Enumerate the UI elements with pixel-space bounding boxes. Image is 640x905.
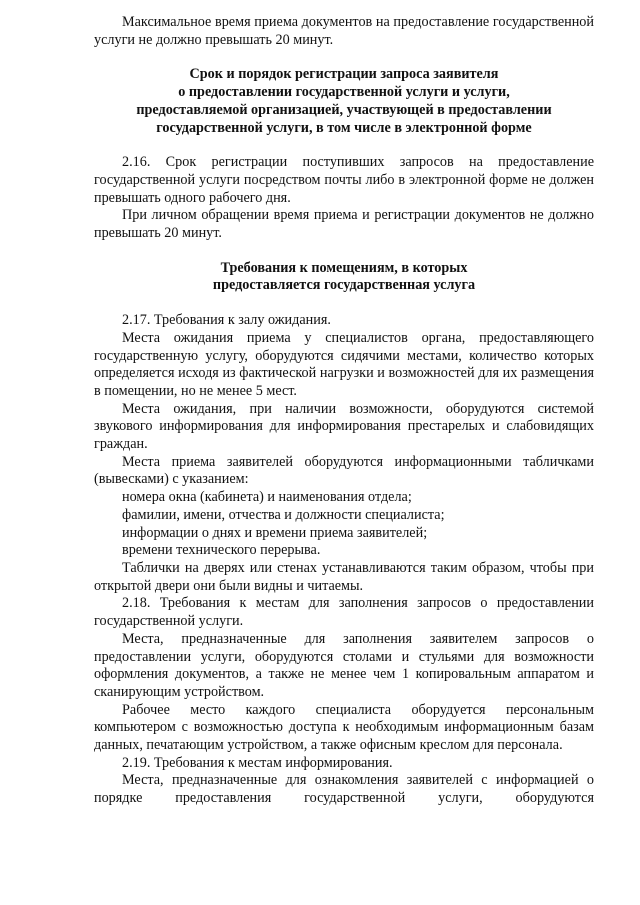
heading-line: предоставляемой организацией, участвующей в предоставлении <box>136 101 552 118</box>
document-page <box>94 14 594 808</box>
section-heading-registration <box>94 66 594 137</box>
list-item: информации о днях и времени приема заявителей; <box>122 524 428 541</box>
paragraph-2-18: 2.18. Требования к местам для заполнения запросов о предоставлении государственной услуги. <box>94 595 594 630</box>
paragraph-waiting-places: Места ожидания приема у специалистов органа, предоставляющего государственную услугу, оборудуются сидячими местами, количество которых определяется исходя из фактической нагрузки и возможностей для их размещения в помещении, но не менее 5 мест. <box>94 329 594 399</box>
paragraph-2-19: 2.19. Требования к местам информирования. <box>122 754 393 771</box>
paragraph-tables-chairs: Места, предназначенные для заполнения заявителем запросов о предоставлении услуги, оборудуются столами и стульями для возможности оформления документов, а также не менее чем 1 копировальным аппаратом и сканирующим устройством. <box>94 630 594 700</box>
heading-line: Требования к помещениям, в которых <box>220 259 468 276</box>
paragraph-info-signs: Места приема заявителей оборудуются информационными табличками (вывесками) с указанием: <box>94 453 594 488</box>
intro-paragraph: Максимальное время приема документов на предоставление государственной услуги не должно превышать 20 минут. <box>94 14 594 48</box>
heading-line: предоставляется государственная услуга <box>212 277 476 294</box>
paragraph-info-places: Места, предназначенные для ознакомления заявителей с информацией о порядке предоставления государственной услуги, оборудуются <box>94 772 594 807</box>
paragraph-2-17: 2.17. Требования к залу ожидания. <box>122 312 331 329</box>
section-heading-premises <box>94 260 594 295</box>
list-item: номера окна (кабинета) и наименования отдела; <box>122 489 412 506</box>
list-item: времени технического перерыва. <box>122 542 321 559</box>
heading-line: Срок и порядок регистрации запроса заявителя <box>189 66 499 83</box>
paragraph-sound-system: Места ожидания, при наличии возможности, оборудуются системой звукового информирования для информирования престарелых и слабовидящих граждан. <box>94 400 594 453</box>
list-item: фамилии, имени, отчества и должности специалиста; <box>122 506 445 523</box>
heading-line: о предоставлении государственной услуги и услуги, <box>178 84 510 101</box>
paragraph-personal-visit: При личном обращении время приема и регистрации документов не должно превышать 20 минут. <box>94 207 594 242</box>
paragraph-door-signs: Таблички на дверях или стенах устанавливаются таким образом, чтобы при открытой двери они были видны и читаемы. <box>94 559 594 594</box>
heading-line: государственной услуги, в том числе в электронной форме <box>156 119 532 136</box>
paragraph-workplace: Рабочее место каждого специалиста оборудуется персональным компьютером с возможностью доступа к необходимым информационным базам данных, печатающим устройством, а также офисным креслом для персонала. <box>94 701 594 754</box>
paragraph-2-16: 2.16. Срок регистрации поступивших запросов на предоставление государственной услуги посредством почты либо в электронной форме не должен превышать одного рабочего дня. <box>94 154 594 206</box>
